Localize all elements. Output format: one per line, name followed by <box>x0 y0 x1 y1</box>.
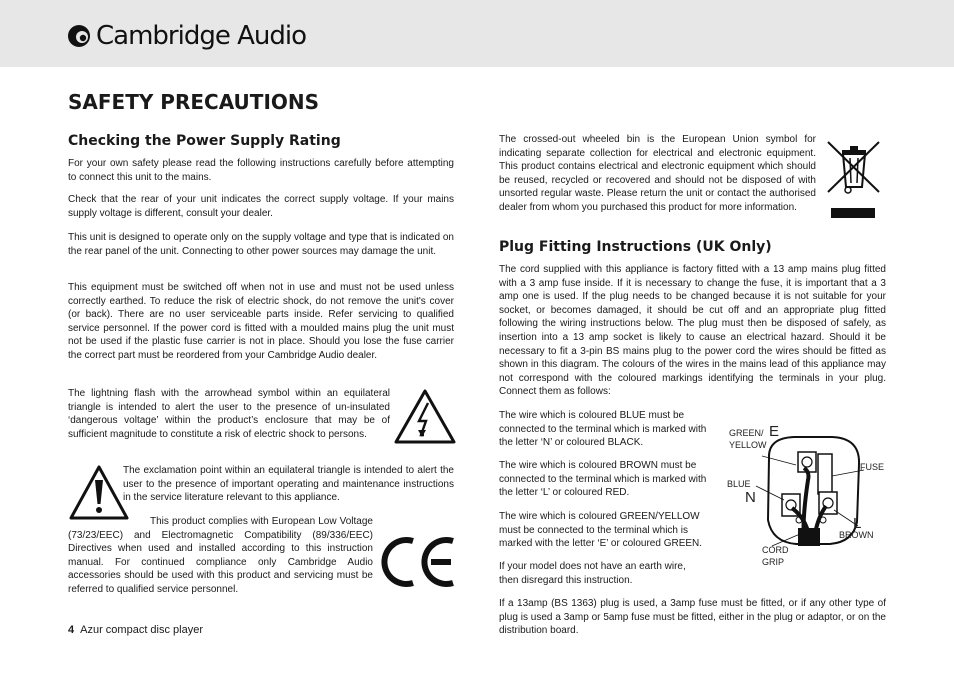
paragraph-ce: This product complies with European Low Voltage (73/23/EEC) and Electromagnetic Compatibility (89/336/EEC) Directives when used and installed according to this instruction manual. For continued compliance only Cambridge Audio accessories should be used with this product and servicing must be referred to qualified service personnel. <box>68 516 373 595</box>
paragraph-exclamation: The exclamation point within an equilateral triangle is intended to alert the user to the presence of important operating and maintenance instructions in the service literature relevant to this appliance. <box>123 465 454 504</box>
paragraph-blue-wire: The wire which is coloured BLUE must be connected to the terminal which is marked with the letter ‘N’ or coloured BLACK. <box>499 410 707 449</box>
paragraph-brown-wire: The wire which is coloured BROWN must be connected to the terminal which is marked with the letter ‘L’ or coloured RED. <box>499 460 707 499</box>
label-fuse: FUSE <box>860 462 885 472</box>
section-heading-power: Checking the Power Supply Rating <box>68 133 341 149</box>
label-green-yellow: GREEN/ <box>729 428 764 438</box>
plug-wiring-diagram <box>724 420 894 575</box>
paragraph: Check that the rear of your unit indicates the correct supply voltage. If your mains supply voltage is different, consult your dealer. <box>68 194 454 219</box>
paragraph-lightning: The lightning flash with the arrowhead symbol within an equilateral triangle is intended to alert the user to the presence of un-insulated ‘dangerous voltage’ within the product’s enclosure that may be of sufficient magnitude to constitute a risk of electric shock to persons. <box>68 388 390 440</box>
brand-name: Cambridge Audio <box>96 21 306 51</box>
paragraph-fuse-rating: If a 13amp (BS 1363) plug is used, a 3amp fuse must be fitted, or if any other type of plug is used a 3amp or 5amp fuse must be fitted, either in the plug or adaptor, or on the distribution board. <box>499 598 886 637</box>
label-l: L <box>853 515 862 532</box>
page-number: 4 <box>68 624 75 636</box>
label-brown: BROWN <box>839 530 874 540</box>
footer-text: Azur compact disc player <box>80 624 204 636</box>
lightning-warning-icon <box>393 388 457 446</box>
paragraph: This equipment must be switched off when not in use and must not be used unless correctly earthed. To reduce the risk of electric shock, do not remove the unit's cover (or back). There are no user serviceable parts inside. Refer servicing to qualified service personnel. If the power cord is fitted with a moulded mains plug the unit must not be used if the plastic fuse carrier is not in place. Should you lose the fuse carrier the correct part must be reordered from your Cambridge Audio dealer. <box>68 282 454 361</box>
paragraph: For your own safety please read the following instructions carefully before attempting to connect this unit to the mains. <box>68 158 454 183</box>
logo-icon <box>67 24 91 48</box>
page-title: SAFETY PRECAUTIONS <box>68 90 320 114</box>
label-blue: BLUE <box>727 479 751 489</box>
ce-mark-icon <box>379 534 457 590</box>
page-footer <box>68 623 203 637</box>
paragraph-green-yellow-wire: The wire which is coloured GREEN/YELLOW must be connected to the terminal which is marked with the letter ‘E’ or coloured GREEN. <box>499 511 703 550</box>
label-grip: GRIP <box>762 557 785 567</box>
paragraph-no-earth: If your model does not have an earth wire, then disregard this instruction. <box>499 561 686 586</box>
paragraph: This unit is designed to operate only on the supply voltage and type that is indicated on the rear panel of the unit. Connecting to other power sources may damage the unit. <box>68 232 454 257</box>
header-band <box>0 0 954 67</box>
exclamation-warning-icon <box>68 464 130 522</box>
label-cord: CORD <box>762 545 789 555</box>
paragraph-weee: The crossed-out wheeled bin is the European Union symbol for indicating separate collection for electrical and electronic equipment. This product contains electrical and electronic equipment which should be reused, recycled or recovered and should not be disposed of with unsorted regular waste. Please return the unit or contact the authorised dealer from whom you purchased this product for more information. <box>499 134 816 213</box>
brand-logo <box>67 20 306 52</box>
paragraph: The cord supplied with this appliance is factory fitted with a 13 amp mains plug fitted with a 3 amp fuse inside. If it is necessary to change the fuse, it is important that a 3 amp one is used. If the plug needs to be changed because it is not suitable for your socket, or becomes damaged, it should be cut off and an appropriate plug fitted following the wiring instructions below. The plug must then be disposed of safely, as insertion into a 13 amp socket is likely to cause an electrical hazard. Should it be necessary to fit a 3-pin BS mains plug to the power cord the wires should be fitted as shown in this diagram. The colours of the wires in the mains lead of this appliance may not correspond with the coloured markings identifying the terminals in your plug. Connect them as follows: <box>499 264 886 398</box>
label-yellow: YELLOW <box>729 440 767 450</box>
label-n: N <box>745 489 756 506</box>
label-e: E <box>769 423 780 440</box>
crossed-bin-icon <box>826 140 882 220</box>
section-heading-plug: Plug Fitting Instructions (UK Only) <box>499 239 772 255</box>
